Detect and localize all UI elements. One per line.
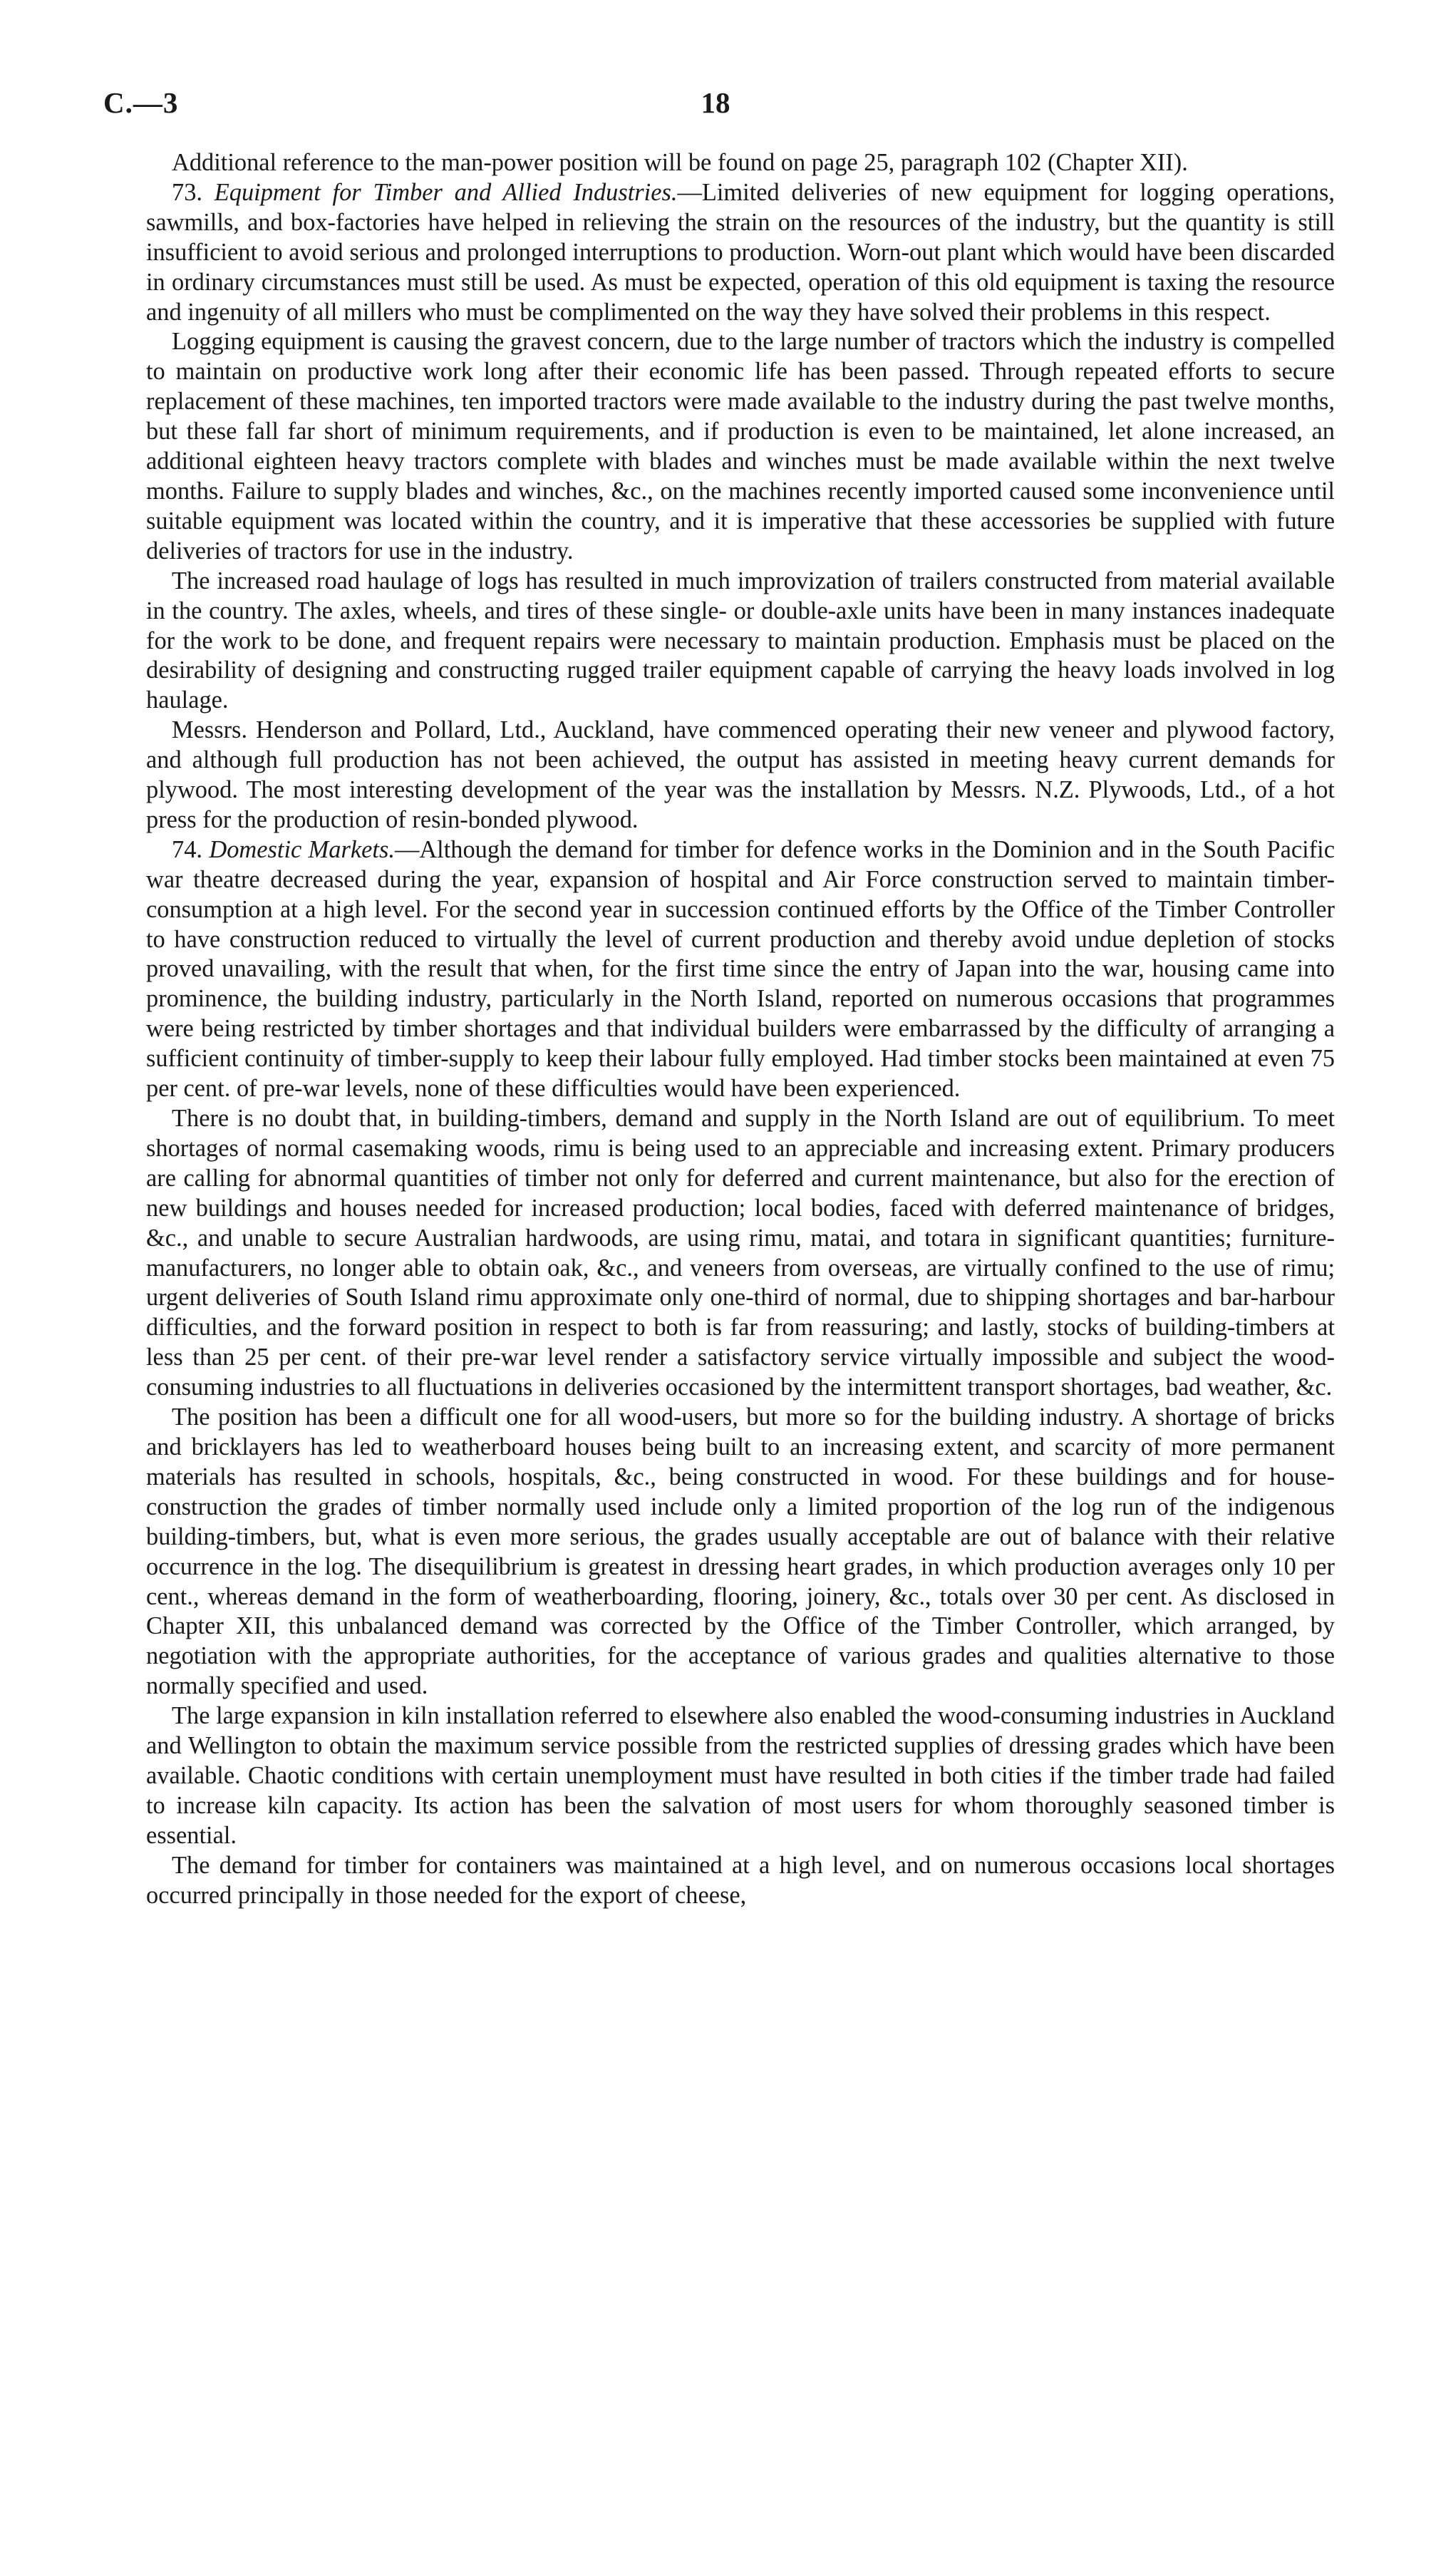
paragraph-text: —Although the demand for timber for defence works in the Dominion and in the South Pacific war theatre decreased during the year, expansion of hospital and Air Force construction served to maintain timber-consumption at a high level. For the second year in succession continued efforts by the Office of the Timber Controller to have construction reduced to virtually the level of current production and thereby avoid undue depletion of stocks proved unavailing, with the result that when, for the first time since the entry of Japan into the war, housing came into prominence, the building industry, particularly in the North Island, reported on numerous occasions that programmes were being restricted by timber shortages and that individual builders were embarrassed by the difficulty of arranging a sufficient continuity of timber-supply to keep their labour fully employed. Had timber stocks been maintained at even 75 per cent. of pre-war levels, none of these difficulties would have been experienced. [146,835,1336,1103]
paragraph-road-haulage [146,567,1335,716]
paragraph-text: The increased road haulage of logs has resulted in much improvization of trailers constructed from material available in the country. The axles, wheels, and tires of these single- or double-axle units have been in many instances inadequate for the work to be done, and frequent repairs were necessary to maintain production. Emphasis must be placed on the desirability of designing and constructing rugged trailer equipment capable of carrying the heavy loads involved in log haulage. [146,567,1335,714]
section-heading: Equipment for Timber and Allied Industries. [214,178,678,206]
paragraph-text: Messrs. Henderson and Pollard, Ltd., Auckland, have commenced operating their new veneer and plywood factory, and although full production has not been achieved, the output has assisted in meeting heavy current demands for plywood. The most interesting development of the year was the installation by Messrs. N.Z. Plywoods, Ltd., of a hot press for the production of resin-bonded plywood. [146,716,1335,833]
paragraph-1 [146,148,1335,178]
document-series-code: C.—3 [103,86,179,119]
paragraph-wood-users [146,1403,1335,1701]
paragraph-building-timbers [146,1104,1335,1403]
section-number: 73. [172,178,202,206]
paragraph-plywood [146,716,1335,835]
paragraph-text: Additional reference to the man-power position will be found on page 25, paragraph 102 (Chapter XII). [172,149,1188,176]
paragraph-text: The position has been a difficult one for all wood-users, but more so for the building industry. A shortage of bricks and bricklayers has led to weatherboard houses being built to an increasing extent, and scarcity of more permanent materials has resulted in schools, hospitals, &c., being constructed in wood. For these buildings and for house-construction the grades of timber normally used include only a limited proportion of the log run of the indigenous building-timbers, but, what is even more serious, the grades usually acceptable are out of balance with their relative occurrence in the log. The disequilibrium is greatest in dressing heart grades, in which production averages only 10 per cent., whereas demand in the form of weatherboarding, flooring, joinery, &c., totals over 30 per cent. As disclosed in Chapter XII, this unbalanced demand was corrected by the Office of the Timber Controller, which arranged, by negotiation with the appropriate authorities, for the acceptance of various grades and qualities alternative to those normally specified and used. [146,1403,1335,1700]
section-number: 74. [172,835,202,863]
paragraph-kiln-installation [146,1701,1335,1851]
paragraph-73-equipment [146,178,1335,328]
paragraph-text: Logging equipment is causing the gravest concern, due to the large number of tractors which the industry is compelled to maintain on productive work long after their economic life has been passed. Through repeated efforts to secure replacement of these machines, ten imported tractors were made available to the industry during the past twelve months, but these fall far short of minimum requirements, and if production is even to be maintained, let alone increased, an additional eighteen heavy tractors complete with blades and winches must be made available within the next twelve months. Failure to supply blades and winches, &c., on the machines recently imported caused some inconvenience until suitable equipment was located within the country, and it is imperative that these accessories be supplied with future deliveries of tractors for use in the industry. [146,328,1335,565]
page-number: 18 [701,86,730,119]
paragraph-text: There is no doubt that, in building-timbers, demand and supply in the North Island are out of equilibrium. To meet shortages of normal casemaking woods, rimu is being used to an appreciable and increasing extent. Primary producers are calling for abnormal quantities of timber not only for deferred and current maintenance, but also for the erection of new buildings and houses needed for increased production; local bodies, faced with deferred maintenance of bridges, &c., and unable to secure Australian hardwoods, are using rimu, matai, and totara in significant quantities; furniture-manufacturers, no longer able to obtain oak, &c., and veneers from overseas, are virtually confined to the use of rimu; urgent deliveries of South Island rimu approximate only one-third of normal, due to shipping shortages and bar-harbour difficulties, and the forward position in respect to both is far from reassuring; and lastly, stocks of building-timbers at less than 25 per cent. of their pre-war level render a satisfactory service virtually impossible and subject the wood-consuming industries to all fluctuations in deliveries occasioned by the intermittent transport shortages, bad weather, &c. [146,1105,1335,1401]
paragraph-logging-equipment [146,327,1335,566]
paragraph-text: The large expansion in kiln installation referred to elsewhere also enabled the wood-consuming industries in Auckland and Wellington to obtain the maximum service possible from the restricted supplies of dressing grades which have been available. Chaotic conditions with certain unemployment must have resulted in both cities if the timber trade had failed to increase kiln capacity. Its action has been the salvation of most users for whom thoroughly seasoned timber is essential. [146,1702,1335,1849]
document-body [146,148,1335,1910]
paragraph-74-domestic-markets [146,835,1335,1104]
paragraph-containers [146,1851,1335,1911]
paragraph-text: —Limited deliveries of new equipment for logging operations, sawmills, and box-factories have helped in relieving the strain on the resources of the industry, but the quantity is still insufficient to avoid serious and prolonged interruptions to production. Worn-out plant which would have been discarded in ordinary circumstances must still be used. As must be expected, operation of this old equipment is taxing the resource and ingenuity of all millers who must be complimented on the way they have solved their problems in this respect. [146,178,1335,326]
paragraph-text: The demand for timber for containers was maintained at a high level, and on numerous occasions local shortages occurred principally in those needed for the export of cheese, [146,1851,1335,1909]
section-heading: Domestic Markets. [209,835,395,863]
